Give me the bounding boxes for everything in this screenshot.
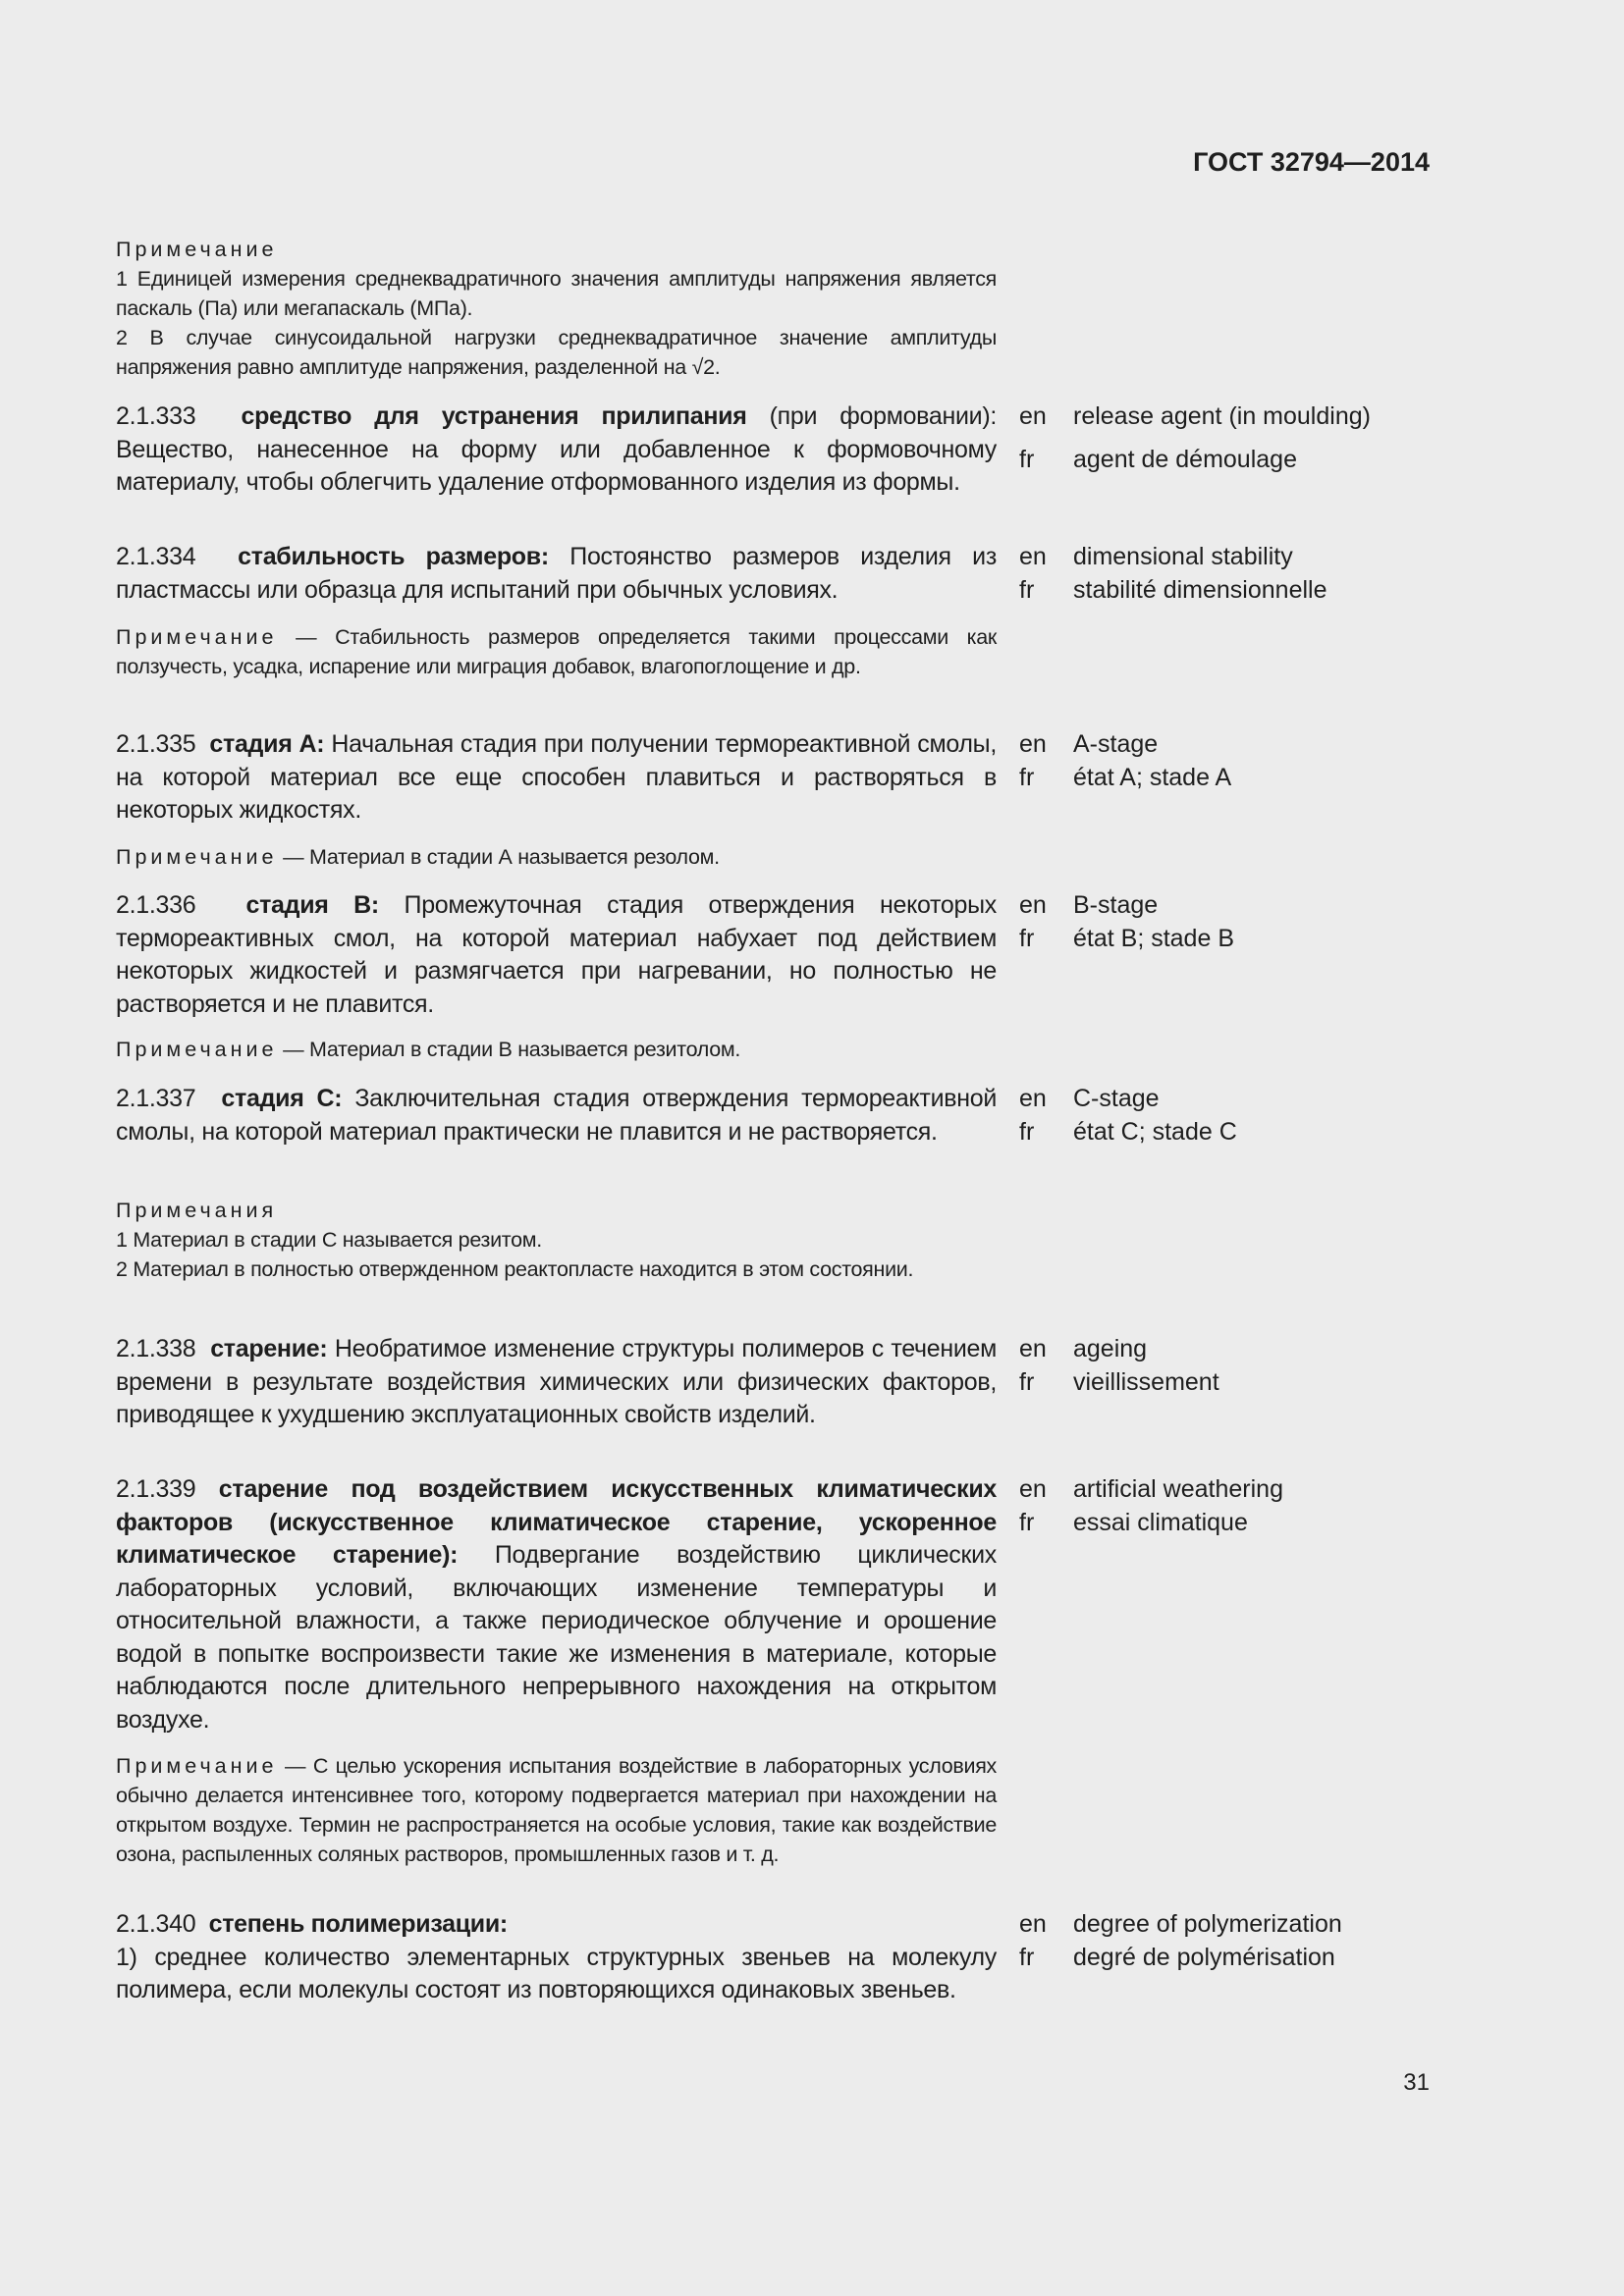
entry-2-1-333 <box>116 400 997 500</box>
translations-334 <box>1019 541 1326 607</box>
note-334 <box>116 622 997 681</box>
entry-term: старение: <box>210 1335 328 1362</box>
term-fr: vieillissement <box>1073 1367 1219 1396</box>
translations-338 <box>1019 1333 1219 1399</box>
entry-term: стадия А: <box>209 730 325 758</box>
note-336 <box>116 1035 997 1064</box>
translations-340 <box>1019 1908 1342 1974</box>
term-en: B-stage <box>1073 891 1159 919</box>
note-title: Примечание <box>116 238 278 261</box>
term-fr: essai climatique <box>1073 1508 1248 1536</box>
lang-code-en: en <box>1019 730 1047 758</box>
lang-code-fr: fr <box>1019 1117 1035 1146</box>
translations-335 <box>1019 728 1231 794</box>
note-top <box>116 235 997 382</box>
entry-definition: 1) среднее количество элементарных структурных звеньев на молекулу полимера, если молекулы состоят из повторяющихся одинаковых звеньев. <box>116 1943 997 2003</box>
lang-code-fr: fr <box>1019 1367 1035 1396</box>
term-fr: stabilité dimensionnelle <box>1073 575 1327 604</box>
entry-2-1-338 <box>116 1333 997 1432</box>
note-339 <box>116 1751 997 1869</box>
lang-code-en: en <box>1019 543 1047 570</box>
note-text: — Стабильность размеров определяется такими процессами как ползучесть, усадка, испарение или миграция добавок, влагопоглощение и др. <box>116 625 997 678</box>
entry-2-1-335 <box>116 728 997 828</box>
entry-term: стадия В: <box>245 891 379 919</box>
note-label: Примечание <box>116 625 278 649</box>
note-label: Примечание <box>116 845 278 869</box>
note-item: 1 Единицей измерения среднеквадратичного значения амплитуды напряжения является паскаль (Па) или мегапаскаль (МПа). <box>116 267 997 320</box>
entry-number: 2.1.340 <box>116 1910 196 1938</box>
translations-333 <box>1019 400 1371 476</box>
note-text: — С целью ускорения испытания воздействие в лабораторных условиях обычно делается интенсивнее того, которому подвергается материал при нахождении на открытом воздухе. Термин не распространяется на особые условия, такие как воздействие озона, распыленных соляных растворов, промышленных газов и т. д. <box>116 1754 997 1866</box>
entry-term: старение под воздействием искусственных климатических факторов (искусственное климатическое старение, ускоренное климатическое старение): <box>116 1475 997 1569</box>
lang-code-en: en <box>1019 1475 1047 1503</box>
term-fr: état B; stade B <box>1073 924 1234 952</box>
note-335 <box>116 842 997 872</box>
translations-337 <box>1019 1083 1237 1148</box>
term-en: dimensional stability <box>1073 543 1293 570</box>
entry-definition: Промежуточная стадия отверждения некоторых термореактивных смол, на которой материал набухает под действием некоторых жидкостей и размягчается при нагревании, но полностью не растворяется и не плавится. <box>116 891 997 1018</box>
lang-code-fr: fr <box>1019 1508 1035 1536</box>
term-en: degree of polymerization <box>1073 1910 1342 1938</box>
lang-code-fr: fr <box>1019 1943 1035 1971</box>
entry-2-1-334 <box>116 541 997 607</box>
lang-code-fr: fr <box>1019 445 1035 473</box>
entry-term: средство для устранения прилипания <box>241 402 747 430</box>
entry-2-1-337 <box>116 1083 997 1148</box>
entry-definition: Необратимое изменение структуры полимеров с течением времени в результате воздействия химических или физических факторов, приводящее к ухудшению эксплуатационных свойств изделий. <box>116 1335 997 1428</box>
note-label: Примечание <box>116 1754 278 1778</box>
lang-code-en: en <box>1019 1335 1047 1362</box>
entry-2-1-336 <box>116 889 997 1021</box>
entry-definition: Начальная стадия при получении термореактивной смолы, на которой материал все еще способен плавиться и растворяться в некоторых жидкостях. <box>116 730 997 824</box>
term-en: C-stage <box>1073 1085 1160 1112</box>
lang-code-fr: fr <box>1019 763 1035 791</box>
entry-number: 2.1.334 <box>116 543 196 570</box>
term-fr: état A; stade A <box>1073 763 1232 791</box>
entry-2-1-339 <box>116 1473 997 1736</box>
term-fr: état C; stade C <box>1073 1117 1237 1146</box>
term-en: A-stage <box>1073 730 1159 758</box>
entry-term: стадия С: <box>221 1085 343 1112</box>
note-item: 1 Материал в стадии С называется резитом. <box>116 1228 542 1252</box>
page-number: 31 <box>1403 2069 1430 2096</box>
note-label: Примечание <box>116 1038 278 1061</box>
term-fr: degré de polymérisation <box>1073 1943 1335 1971</box>
entry-number: 2.1.333 <box>116 402 196 430</box>
lang-code-fr: fr <box>1019 575 1035 604</box>
entry-definition: (при формовании): Вещество, нанесенное на форму или добавленное к формовочному материалу, чтобы облегчить удаление отформованного изделия из формы. <box>116 402 997 496</box>
note-text: — Материал в стадии В называется резитолом. <box>277 1038 741 1061</box>
term-en: ageing <box>1073 1335 1148 1362</box>
lang-code-en: en <box>1019 891 1047 919</box>
entry-2-1-340 <box>116 1908 997 2007</box>
note-item: 2 Материал в полностью отвержденном реактопласте находится в этом состоянии. <box>116 1257 914 1281</box>
entry-term: степень полимеризации: <box>208 1910 508 1938</box>
term-fr: agent de démoulage <box>1073 445 1297 473</box>
entry-definition: Заключительная стадия отверждения термореактивной смолы, на которой материал практически не плавится и не растворяется. <box>116 1085 997 1146</box>
translations-336 <box>1019 889 1234 955</box>
note-text: — Материал в стадии А называется резолом. <box>277 845 720 869</box>
translations-339 <box>1019 1473 1283 1539</box>
lang-code-en: en <box>1019 1910 1047 1938</box>
note-item: 2 В случае синусоидальной нагрузки среднеквадратичное значение амплитуды напряжения равно амплитуде напряжения, разделенной на √2. <box>116 326 997 379</box>
entry-definition: Подвергание воздействию циклических лабораторных условий, включающих изменение температуры и относительной влажности, а также периодическое облучение и орошение водой в попытке воспроизвести такие же изменения в материале, которые наблюдаются после длительного непрерывного нахождения на открытом воздухе. <box>116 1541 997 1734</box>
entry-number: 2.1.335 <box>116 730 196 758</box>
entry-number: 2.1.338 <box>116 1335 196 1362</box>
entry-term: стабильность размеров: <box>238 543 549 570</box>
entry-number: 2.1.336 <box>116 891 196 919</box>
lang-code-fr: fr <box>1019 924 1035 952</box>
entry-number: 2.1.339 <box>116 1475 196 1503</box>
note-337 <box>116 1196 997 1284</box>
lang-code-en: en <box>1019 402 1047 430</box>
term-en: release agent (in moulding) <box>1073 402 1371 430</box>
note-label: Примечания <box>116 1199 278 1222</box>
entry-definition: Постоянство размеров изделия из пластмассы или образца для испытаний при обычных условиях. <box>116 543 997 604</box>
term-en: artificial weathering <box>1073 1475 1283 1503</box>
document-header: ГОСТ 32794—2014 <box>1193 147 1430 177</box>
lang-code-en: en <box>1019 1085 1047 1112</box>
entry-number: 2.1.337 <box>116 1085 196 1112</box>
